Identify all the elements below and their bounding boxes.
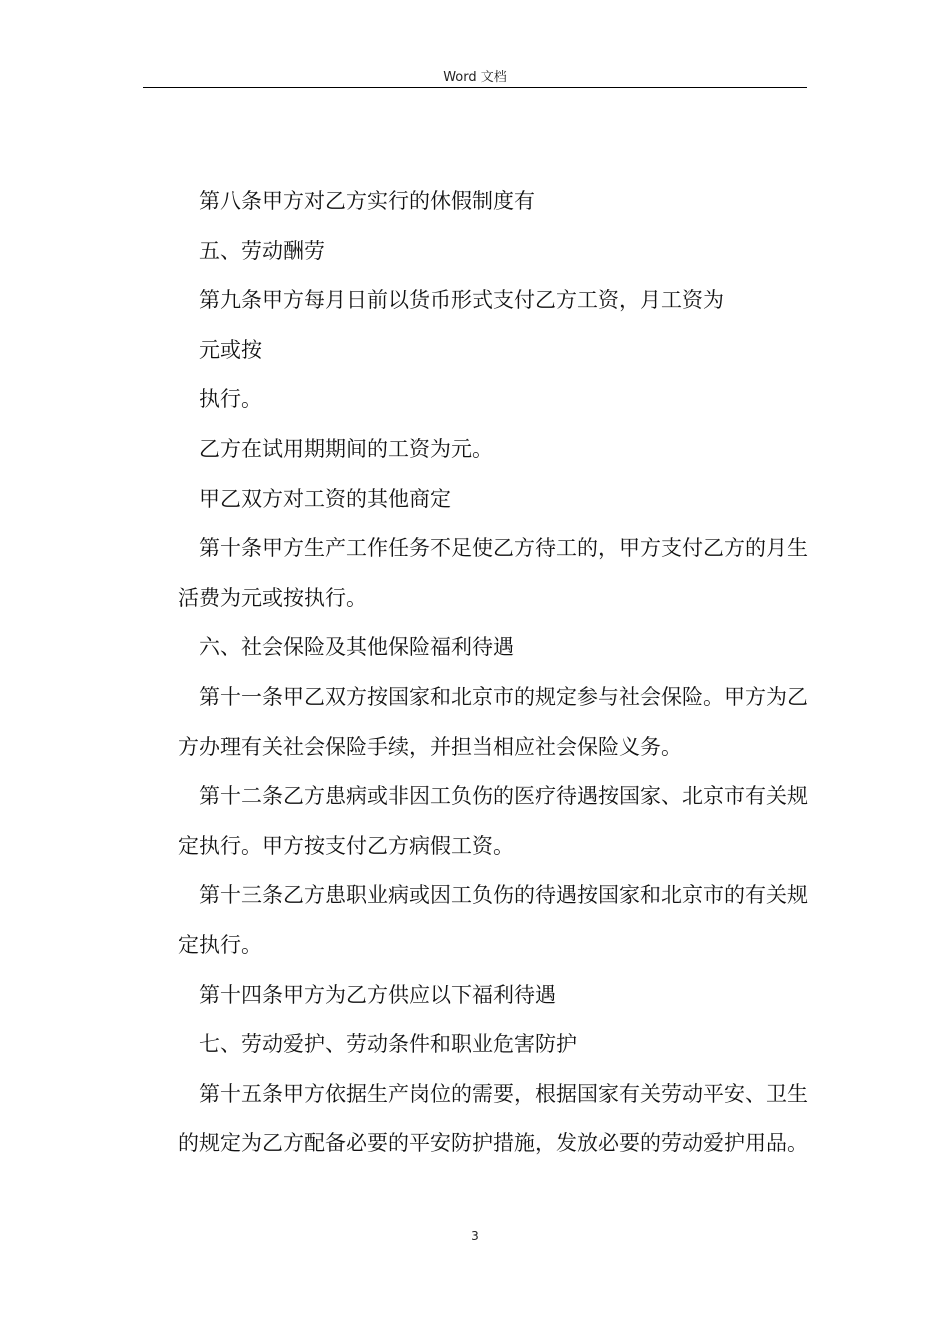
paragraph-article-11: 第十一条甲乙双方按国家和北京市的规定参与社会保险。甲方为乙方办理有关社会保险手续，并担当相应社会保险义务。 — [178, 684, 808, 759]
paragraph-probation-wage: 乙方在试用期期间的工资为元。 — [199, 436, 493, 461]
page-number: 3 — [471, 1229, 479, 1243]
paragraph-article-13: 第十三条乙方患职业病或因工负伤的待遇按国家和北京市的有关规定执行。 — [178, 883, 808, 957]
document-body — [178, 177, 808, 1169]
paragraph-article-9-cont-1: 元或按 — [199, 337, 262, 362]
paragraph-article-14: 第十四条甲方为乙方供应以下福利待遇 — [199, 982, 556, 1007]
section-heading-5: 五、劳动酬劳 — [199, 238, 325, 263]
paragraph-wage-other: 甲乙双方对工资的其他商定 — [199, 486, 451, 511]
paragraph-article-10: 第十条甲方生产工作任务不足使乙方待工的，甲方支付乙方的月生活费为元或按执行。 — [178, 536, 808, 610]
header-divider — [143, 87, 807, 88]
paragraph-article-12: 第十二条乙方患病或非因工负伤的医疗待遇按国家、北京市有关规定执行。甲方按支付乙方病假工资。 — [178, 784, 808, 858]
section-heading-6: 六、社会保险及其他保险福利待遇 — [199, 635, 514, 660]
section-heading-7: 七、劳动爱护、劳动条件和职业危害防护 — [199, 1032, 577, 1057]
paragraph-article-15: 第十五条甲方依据生产岗位的需要，根据国家有关劳动平安、卫生的规定为乙方配备必要的平安防护措施，发放必要的劳动爱护用品。 — [178, 1081, 808, 1156]
paragraph-article-9: 第九条甲方每月日前以货币形式支付乙方工资，月工资为 — [199, 288, 724, 313]
page-header-title: Word 文档 — [443, 70, 507, 85]
paragraph-article-8: 第八条甲方对乙方实行的休假制度有 — [199, 189, 535, 213]
paragraph-article-9-cont-2: 执行。 — [199, 387, 262, 412]
